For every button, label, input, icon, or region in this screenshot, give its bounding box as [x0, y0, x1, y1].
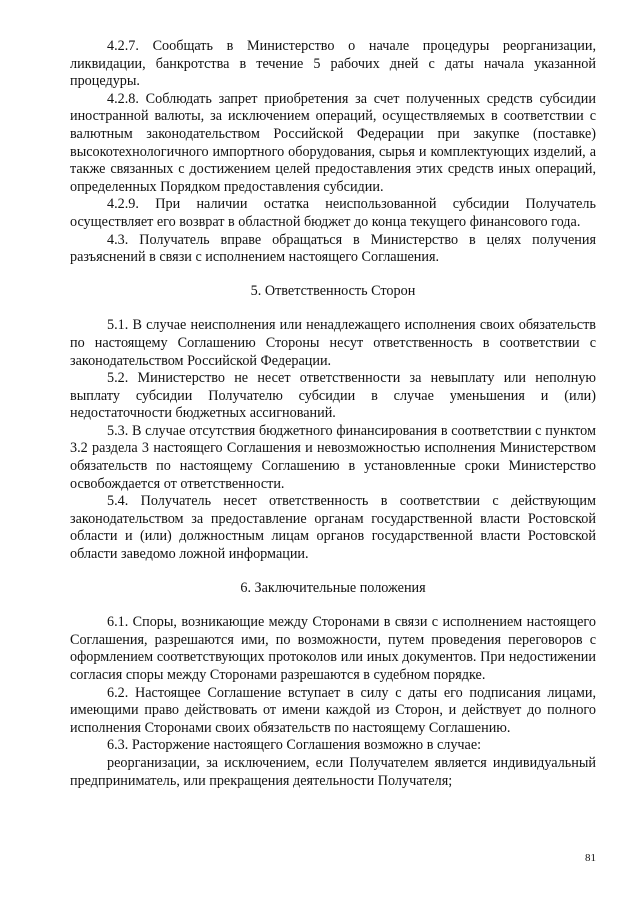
- paragraph-6-2: 6.2. Настоящее Соглашение вступает в силу с даты его подписания лицами, имеющими право действовать от имени каждой из Сторон, и действует до полного исполнения Сторонами своих обязательств по настоящему Соглашению.: [70, 684, 596, 736]
- paragraph-4-2-8: 4.2.8. Соблюдать запрет приобретения за счет полученных средств субсидии иностранной валюты, за исключением операций, осуществляемых в соответствии с валютным законодательством Российской Федерации при закупке (поставке) высокотехнологичного импортного оборудования, сырья и комплектующих изделий, а также связанных с достижением целей предоставления этих средств иных операций, определенных Порядком предоставления субсидии.: [70, 90, 596, 195]
- paragraph-4-2-7: 4.2.7. Сообщать в Министерство о начале процедуры реорганизации, ликвидации, банкротства в течение 5 рабочих дней с даты начала указанной процедуры.: [70, 38, 596, 90]
- page-number: 81: [585, 852, 596, 864]
- paragraph-6-3: 6.3. Расторжение настоящего Соглашения возможно в случае:: [107, 737, 482, 754]
- paragraph-4-2-9: 4.2.9. При наличии остатка неиспользованной субсидии Получатель осуществляет его возврат в областной бюджет до конца текущего финансового года.: [70, 196, 596, 230]
- paragraph-5-1: 5.1. В случае неисполнения или ненадлежащего исполнения своих обязательств по настоящему Соглашению Стороны несут ответственность в соответствии с законодательством Российской Федерации.: [70, 317, 596, 369]
- paragraph-6-3-reorganization: реорганизации, за исключением, если Получателем является индивидуальный предприниматель, или прекращения деятельности Получателя;: [70, 754, 596, 789]
- paragraph-5-3: 5.3. В случае отсутствия бюджетного финансирования в соответствии с пунктом 3.2 раздела 3 настоящего Соглашения и невозможностью исполнения Министерством обязательств по настоящему Соглашению в установленные сроки Министерство освобождается от ответственности.: [70, 422, 596, 492]
- section-6-heading: 6. Заключительные положения: [240, 579, 426, 596]
- paragraph-5-4: 5.4. Получатель несет ответственность в соответствии с действующим законодательством за предоставление органам государственной власти Ростовской области и (или) должностным лицам органов государственной власти Ростовской области заведомо ложной информации.: [70, 493, 596, 563]
- paragraph-6-1: 6.1. Споры, возникающие между Сторонами в связи с исполнением настоящего Соглашения, разрешаются ими, по возможности, путем проведения переговоров с оформлением соответствующих протоколов или иных документов. При недостижении согласия споры между Сторонами разрешаются в судебном порядке.: [70, 614, 596, 683]
- section-5-heading: 5. Ответственность Сторон: [250, 282, 416, 299]
- document-body: [70, 38, 596, 790]
- paragraph-5-2: 5.2. Министерство не несет ответственности за невыплату или неполную выплату субсидии Получателю субсидии в случае уменьшения и (или) недостаточности бюджетных ассигнований.: [70, 370, 596, 422]
- paragraph-4-3: 4.3. Получатель вправе обращаться в Министерство в целях получения разъяснений в связи с исполнением настоящего Соглашения.: [70, 231, 596, 266]
